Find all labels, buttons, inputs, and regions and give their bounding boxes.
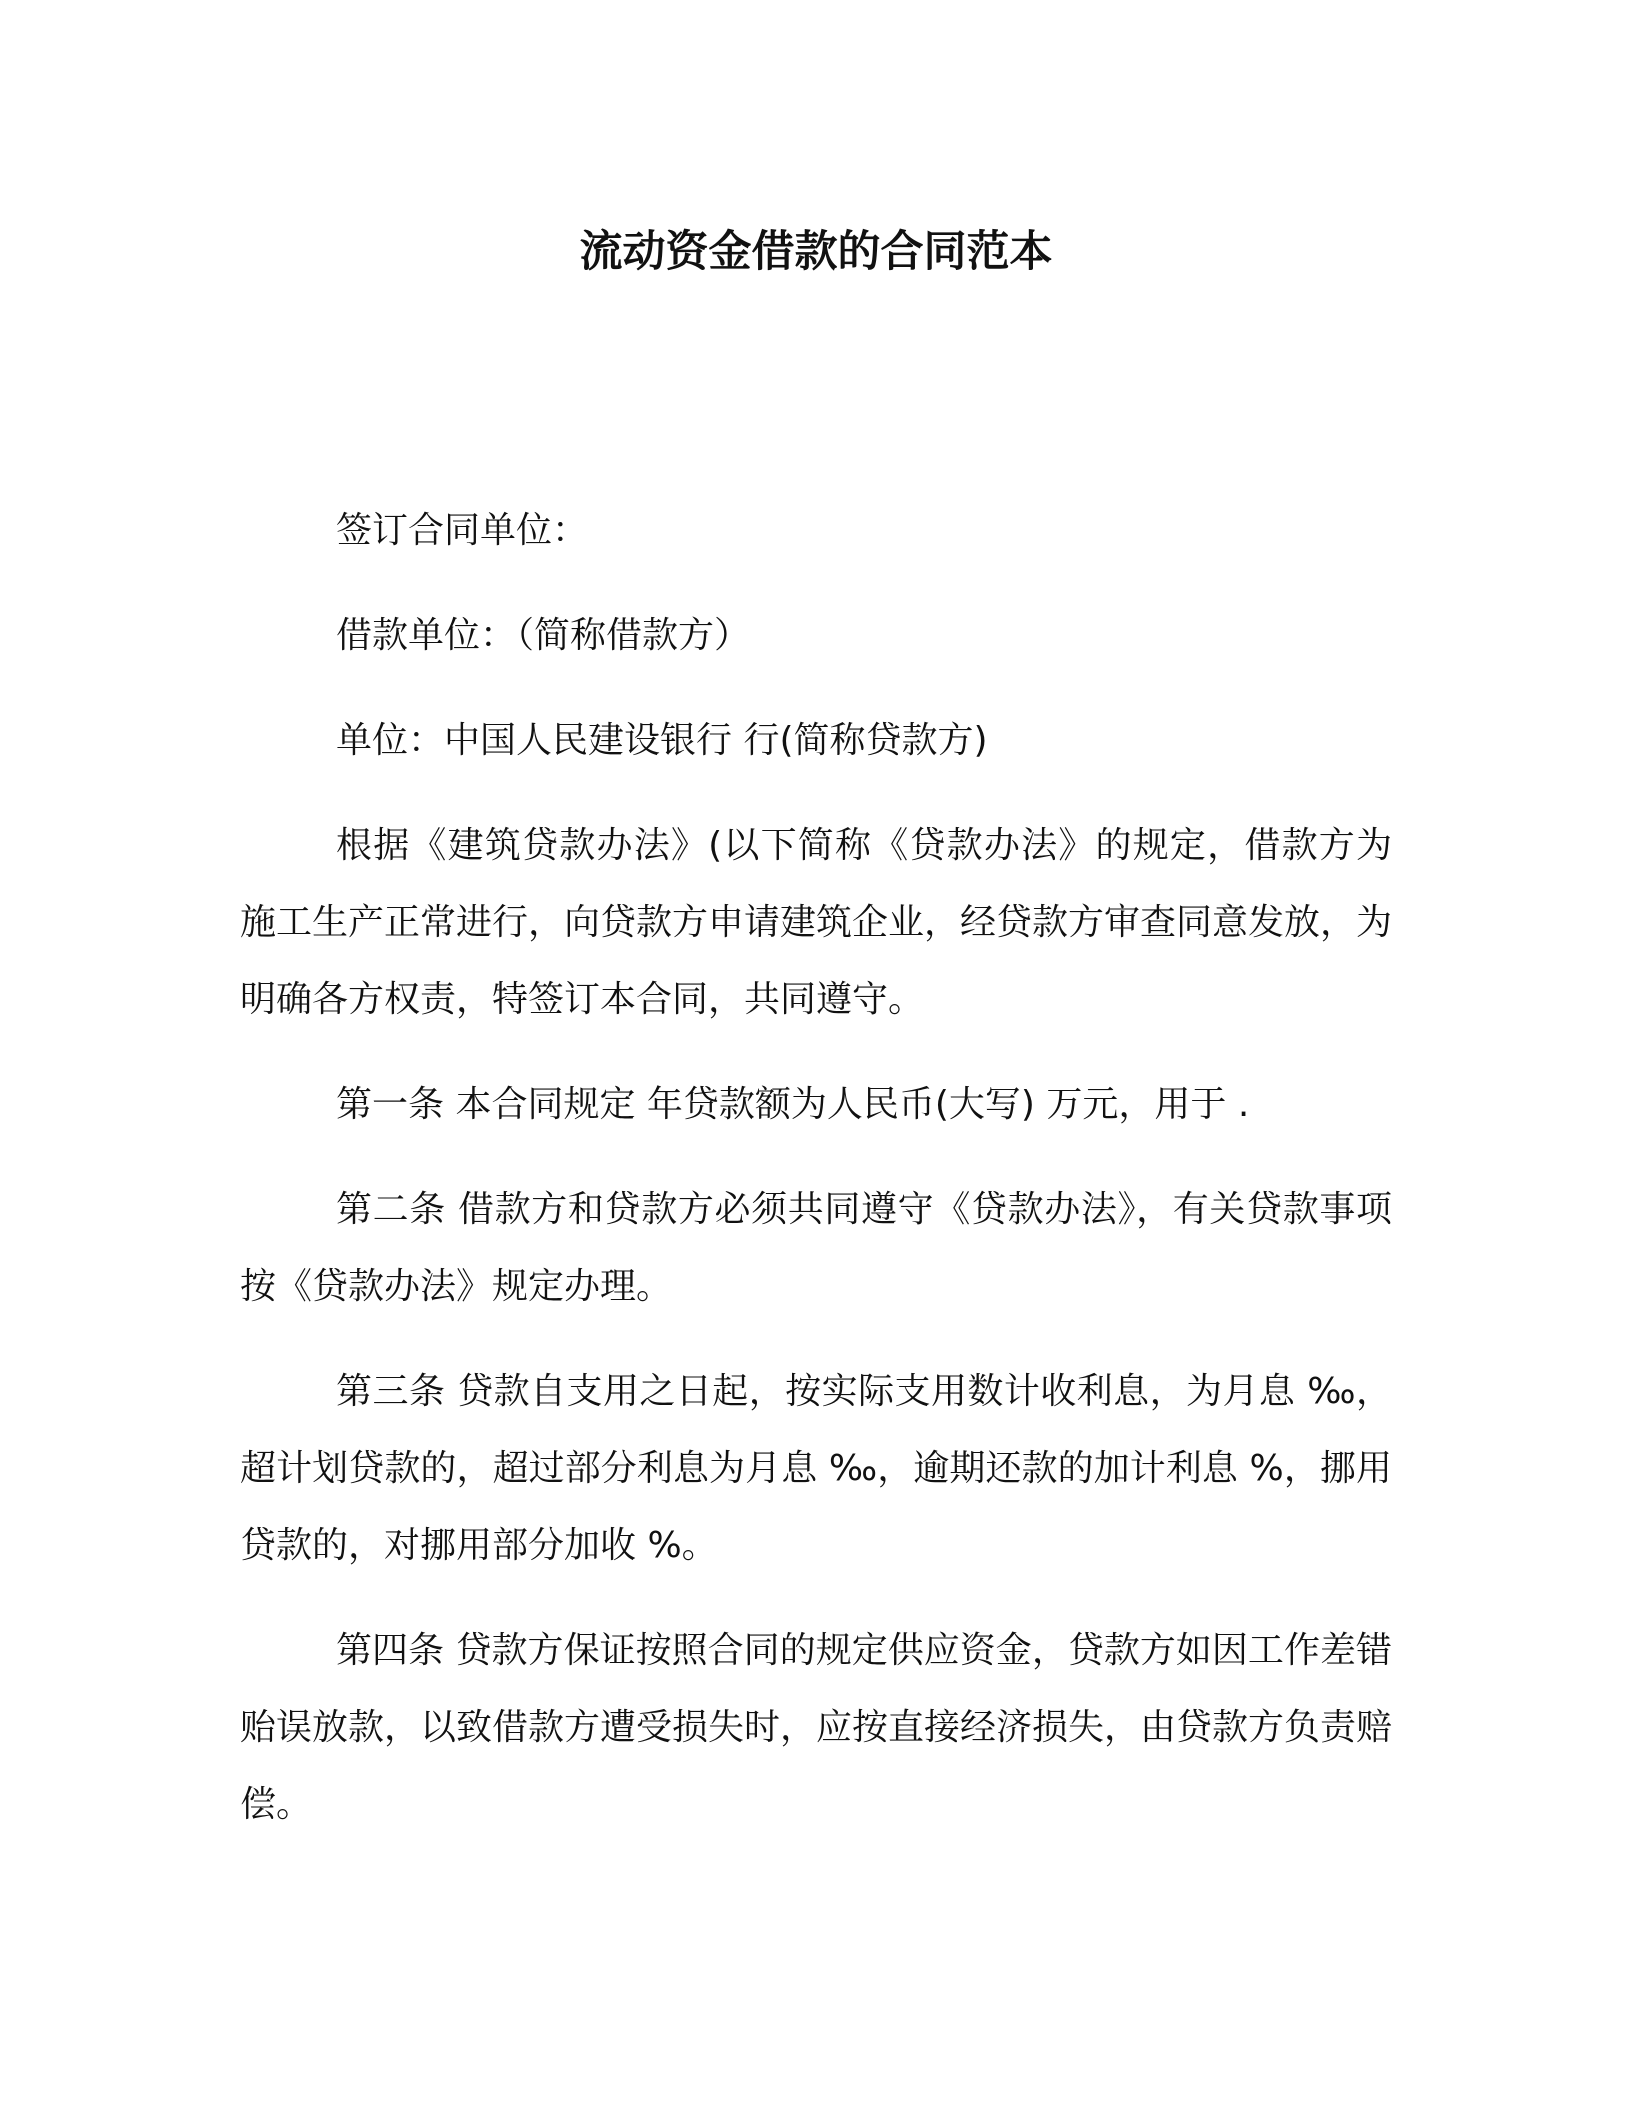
document-body bbox=[240, 492, 1392, 1871]
paragraph-preamble: 根据《建筑贷款办法》(以下简称《贷款办法》的规定，借款方为施工生产正常进行，向贷款方申请建筑企业，经贷款方审查同意发放，为明确各方权责，特签订本合同，共同遵守。 bbox=[240, 825, 1393, 1020]
paragraph-contract-parties: 签订合同单位： bbox=[336, 510, 589, 551]
paragraph-lender: 单位：中国人民建设银行 行(简称贷款方) bbox=[336, 720, 988, 761]
paragraph-article-2: 第二条 借款方和贷款方必须共同遵守《贷款办法》，有关贷款事项按《贷款办法》规定办理。 bbox=[240, 1189, 1392, 1307]
paragraph-article-1: 第一条 本合同规定 年贷款额为人民币(大写) 万元，用于 . bbox=[336, 1084, 1250, 1125]
paragraph-borrower: 借款单位：（简称借款方） bbox=[336, 615, 751, 656]
document-title: 流动资金借款的合同范本 bbox=[579, 227, 1053, 277]
paragraph-article-3: 第三条 贷款自支用之日起，按实际支用数计收利息，为月息 ‰，超计划贷款的，超过部分利息为月息 ‰，逾期还款的加计利息 %，挪用贷款的，对挪用部分加收 %。 bbox=[240, 1371, 1392, 1566]
paragraph-article-4: 第四条 贷款方保证按照合同的规定供应资金，贷款方如因工作差错贻误放款，以致借款方遭受损失时，应按直接经济损失，由贷款方负责赔偿。 bbox=[240, 1630, 1393, 1825]
